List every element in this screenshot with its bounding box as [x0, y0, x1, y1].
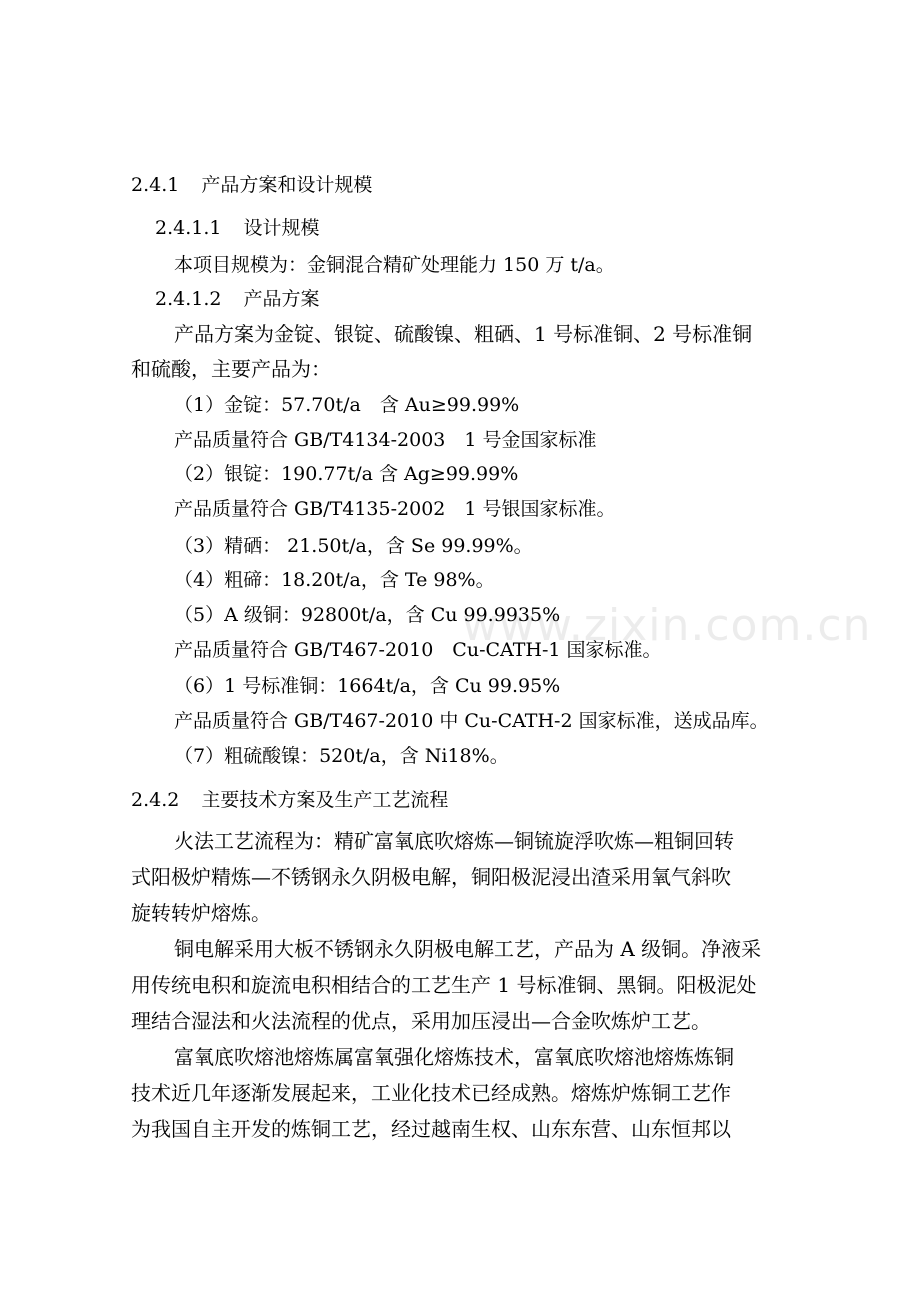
paragraph-1-line-3: 旋转转炉熔炼。	[131, 901, 271, 925]
product-item-5: （5）A 级铜：92800t/a，含 Cu 99.9935%	[174, 604, 561, 626]
product-item-2-standard: 产品质量符合 GB/T4135-2002 1 号银国家标准。	[174, 498, 616, 520]
section-title: 主要技术方案及生产工艺流程	[201, 789, 449, 811]
product-item-2: （2）银锭：190.77t/a 含 Ag≥99.99%	[174, 463, 519, 485]
paragraph-3-line-1: 富氧底吹熔池熔炼属富氧强化熔炼技术，富氧底吹熔池熔炼炼铜	[174, 1045, 734, 1069]
subsection-title: 设计规模	[243, 217, 320, 239]
product-item-1-standard: 产品质量符合 GB/T4134-2003 1 号金国家标准	[174, 429, 597, 451]
paragraph-3-line-2: 技术近几年逐渐发展起来，工业化技术已经成熟。熔炼炉炼铜工艺作	[131, 1081, 731, 1105]
product-item-6-standard: 产品质量符合 GB/T467-2010 中 Cu-CATH-2 国家标准，送成品库。	[174, 710, 769, 732]
product-item-3: （3）精硒： 21.50t/a，含 Se 99.99%。	[174, 535, 533, 557]
section-title: 产品方案和设计规模	[201, 174, 373, 196]
design-scale-text: 本项目规模为：金铜混合精矿处理能力 150 万 t/a。	[174, 254, 615, 276]
paragraph-1-line-2: 式阳极炉精炼—不锈钢永久阴极电解，铜阳极泥浸出渣采用氧气斜吹	[131, 865, 731, 889]
product-item-4: （4）粗碲：18.20t/a，含 Te 98%。	[174, 569, 495, 591]
section-number: 2.4.2	[131, 789, 180, 811]
subsection-heading-2-4-1-2	[155, 287, 320, 311]
product-plan-line-2: 和硫酸，主要产品为：	[131, 357, 331, 381]
paragraph-2-line-1: 铜电解采用大板不锈钢永久阴极电解工艺，产品为 A 级铜。净液采	[174, 937, 762, 961]
product-item-5-standard: 产品质量符合 GB/T467-2010 Cu-CATH-1 国家标准。	[174, 639, 662, 661]
paragraph-2-line-3: 理结合湿法和火法流程的优点，采用加压浸出—合金吹炼炉工艺。	[131, 1009, 711, 1033]
subsection-title: 产品方案	[243, 288, 320, 310]
section-heading-2-4-1	[131, 173, 372, 197]
subsection-number: 2.4.1.2	[155, 288, 222, 310]
product-item-6: （6）1 号标准铜：1664t/a，含 Cu 99.95%	[174, 675, 561, 697]
section-heading-2-4-2	[131, 788, 448, 812]
watermark: www.zixin.com.cn	[462, 600, 872, 651]
subsection-heading-2-4-1-1	[155, 216, 320, 240]
paragraph-2-line-2: 用传统电积和旋流电积相结合的工艺生产 1 号标准铜、黑铜。阳极泥处	[131, 973, 757, 997]
product-item-1: （1）金锭：57.70t/a 含 Au≥99.99%	[174, 394, 520, 416]
subsection-number: 2.4.1.1	[155, 217, 222, 239]
paragraph-3-line-3: 为我国自主开发的炼铜工艺，经过越南生权、山东东营、山东恒邦以	[131, 1117, 731, 1141]
section-number: 2.4.1	[131, 174, 180, 196]
product-plan-line-1: 产品方案为金锭、银锭、硫酸镍、粗硒、1 号标准铜、2 号标准铜	[174, 322, 753, 346]
paragraph-1-line-1: 火法工艺流程为：精矿富氧底吹熔炼—铜锍旋浮吹炼—粗铜回转	[174, 829, 734, 853]
product-item-7: （7）粗硫酸镍：520t/a，含 Ni18%。	[174, 745, 509, 767]
